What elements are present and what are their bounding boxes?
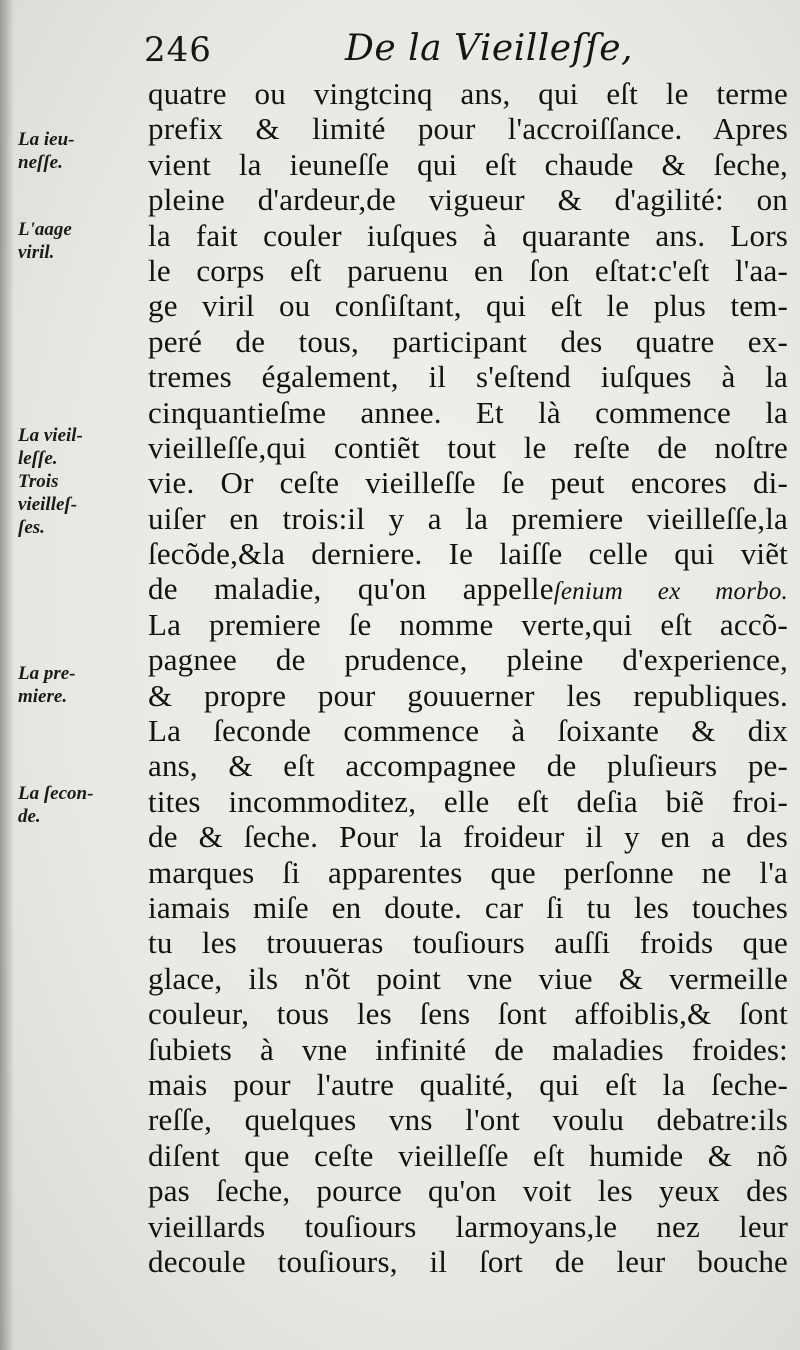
margin-note-line: La ſecon- <box>18 783 94 804</box>
text-line: diſent que ceſte vieilleſſe eſt humide & nõ <box>148 1137 788 1173</box>
margin-note-line: La ieu- <box>18 129 75 150</box>
text-line: ans, & eſt accompagnee de pluſieurs pe- <box>148 748 788 784</box>
text-line: la fait couler iuſques à quarante ans. Lors <box>148 217 788 253</box>
margin-note-ieunesse <box>18 128 130 174</box>
text-line: prefix & limité pour l'accroiſſance. Apres <box>148 111 788 147</box>
text-line: La ſeconde commence à ſoixante & dix <box>148 713 788 749</box>
text-line: vient la ieuneſſe qui eſt chaude & ſeche, <box>148 146 788 182</box>
text-line: tremes également, il s'eſtend iuſques à la <box>148 359 788 395</box>
margin-note-seconde <box>18 782 130 828</box>
text-line: le corps eſt paruenu en ſon eſtat:c'eſt l'aa- <box>148 252 788 288</box>
main-text-block <box>148 76 788 1279</box>
text-line: pas ſeche, pource qu'on voit les yeux des <box>148 1173 788 1209</box>
text-line: tu les trouueras touſiours auſſi froids que <box>148 925 788 961</box>
text-line: & propre pour gouuerner les republiques. <box>148 677 788 713</box>
margin-note-premiere <box>18 662 130 708</box>
text-line-with-latin <box>148 571 788 606</box>
text-line: mais pour l'autre qualité, qui eſt la ſeche- <box>148 1066 788 1102</box>
page-gutter-shadow <box>0 0 14 1350</box>
margin-note-line: L'aage <box>18 219 72 240</box>
margin-note-line: La pre- <box>18 663 76 684</box>
text-line: vie. Or ceſte vieilleſſe ſe peut encores di- <box>148 465 788 501</box>
margin-note-line: Trois <box>18 471 59 492</box>
margin-note-line: ſes. <box>18 517 45 538</box>
text-line: decoule touſiours, il ſort de leur bouche <box>148 1243 788 1279</box>
text-line: vieillards touſiours larmoyans,le nez leur <box>148 1208 788 1244</box>
text-line: de & ſeche. Pour la froideur il y en a des <box>148 819 788 855</box>
text-line: peré de tous, participant des quatre ex- <box>148 323 788 359</box>
margin-note-line: La vieil- <box>18 425 83 446</box>
text-line: vieilleſſe,qui contiẽt tout le reſte de noſtre <box>148 429 788 465</box>
margin-note-line: miere. <box>18 686 68 707</box>
text-line: reſſe, quelques vns l'ont voulu debatre:ils <box>148 1102 788 1138</box>
text-line: marques ſi apparentes que perſonne ne l'a <box>148 854 788 890</box>
margin-note-line: de. <box>18 806 41 827</box>
text-line: ſecõde,&la derniere. Ie laiſſe celle qui viẽt <box>148 536 788 572</box>
margin-note-line: viril. <box>18 242 55 263</box>
text-line: La premiere ſe nomme verte,qui eſt accõ- <box>148 606 788 642</box>
text-line: ge viril ou conſiſtant, qui eſt le plus tem- <box>148 288 788 324</box>
text-line: cinquantieſme annee. Et là commence la <box>148 394 788 430</box>
text-line: pagnee de prudence, pleine d'experience, <box>148 642 788 678</box>
text-line: quatre ou vingtcinq ans, qui eſt le terme <box>148 76 788 111</box>
text-line: glace, ils n'õt point vne viue & vermeille <box>148 960 788 996</box>
margin-note-line: leſſe. <box>18 448 58 469</box>
text-line: pleine d'ardeur,de vigueur & d'agilité: on <box>148 182 788 218</box>
running-head <box>140 24 780 84</box>
text-line: ſubiets à vne infinité de maladies froides: <box>148 1031 788 1067</box>
margin-note-vieillesse <box>18 424 130 539</box>
page-number: 246 <box>144 30 212 70</box>
text-line: iamais miſe en doute. car ſi tu les touches <box>148 889 788 925</box>
text-line: couleur, tous les ſens ſont affoiblis,& ſont <box>148 996 788 1032</box>
margin-note-line: vieilleſ- <box>18 494 78 515</box>
latin-phrase: ſenium ex morbo. <box>553 578 788 606</box>
margin-note-aage-viril <box>18 218 130 264</box>
text-line: tites incommoditez, elle eſt deſia biẽ froi- <box>148 783 788 819</box>
margin-note-line: neſſe. <box>18 152 63 173</box>
text-line-segment: de maladie, qu'on appelle <box>148 571 554 607</box>
text-line: uiſer en trois:il y a la premiere vieilleſſe,la <box>148 500 788 536</box>
running-title: De la Vieilleſſe, <box>345 28 633 69</box>
